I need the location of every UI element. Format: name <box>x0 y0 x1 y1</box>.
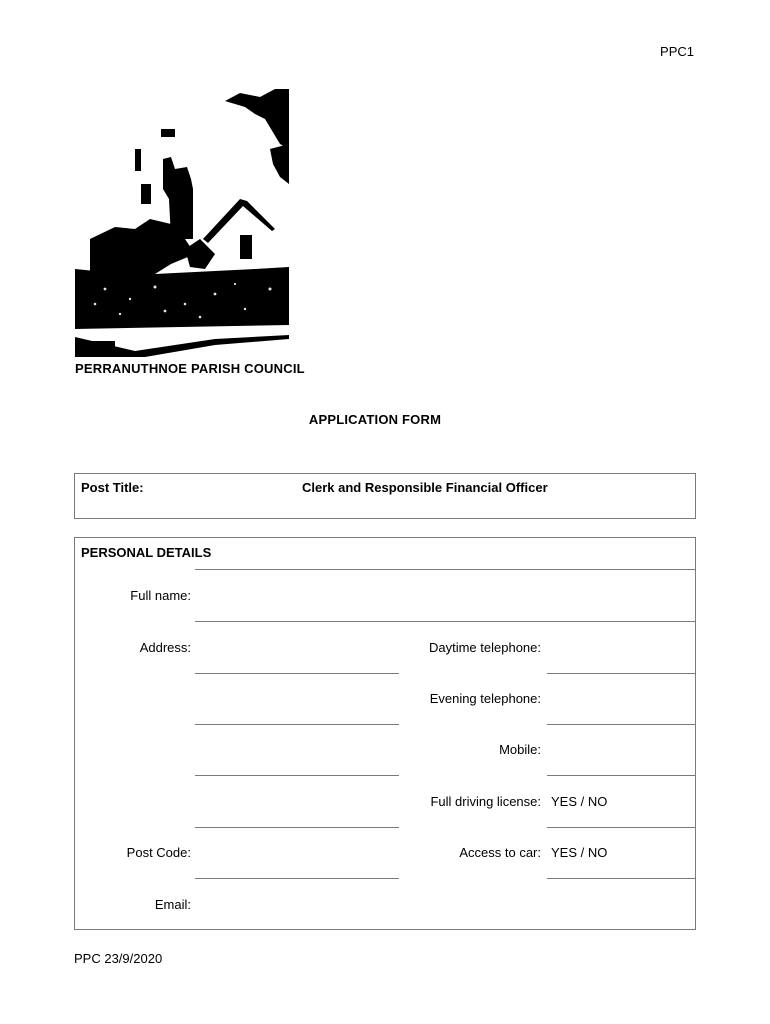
address-line-4[interactable] <box>195 827 399 828</box>
post-title-value: Clerk and Responsible Financial Officer <box>302 480 548 495</box>
evening-telephone-label: Evening telephone: <box>429 691 541 706</box>
address-label: Address: <box>139 640 191 655</box>
post-title-label: Post Title: <box>81 480 144 495</box>
email-label: Email: <box>154 897 191 912</box>
church-photo <box>75 89 289 357</box>
daytime-telephone-field-line[interactable] <box>547 673 696 674</box>
post-code-label: Post Code: <box>126 845 191 860</box>
address-line-3[interactable] <box>195 775 399 776</box>
evening-telephone-field-line[interactable] <box>547 724 696 725</box>
full-name-label: Full name: <box>130 588 191 603</box>
mobile-field-line[interactable] <box>547 775 696 776</box>
footer-reference: PPC 23/9/2020 <box>74 951 163 966</box>
access-to-car-label: Access to car: <box>459 845 541 860</box>
heading-divider <box>195 569 696 570</box>
access-to-car-value[interactable]: YES / NO <box>551 845 608 860</box>
driving-license-value[interactable]: YES / NO <box>551 794 608 809</box>
council-name: PERRANUTHNOE PARISH COUNCIL <box>75 361 305 376</box>
mobile-label: Mobile: <box>499 742 541 757</box>
post-code-field-line[interactable] <box>195 878 399 879</box>
full-name-field-line[interactable] <box>195 621 696 622</box>
access-to-car-field-line[interactable] <box>547 878 696 879</box>
personal-details-heading: PERSONAL DETAILS <box>81 545 212 560</box>
address-line-2[interactable] <box>195 724 399 725</box>
address-line-1[interactable] <box>195 673 399 674</box>
form-reference: PPC1 <box>660 44 694 59</box>
driving-license-label: Full driving license: <box>430 794 541 809</box>
driving-license-field-line[interactable] <box>547 827 696 828</box>
form-title: APPLICATION FORM <box>308 412 442 427</box>
daytime-telephone-label: Daytime telephone: <box>428 640 541 655</box>
